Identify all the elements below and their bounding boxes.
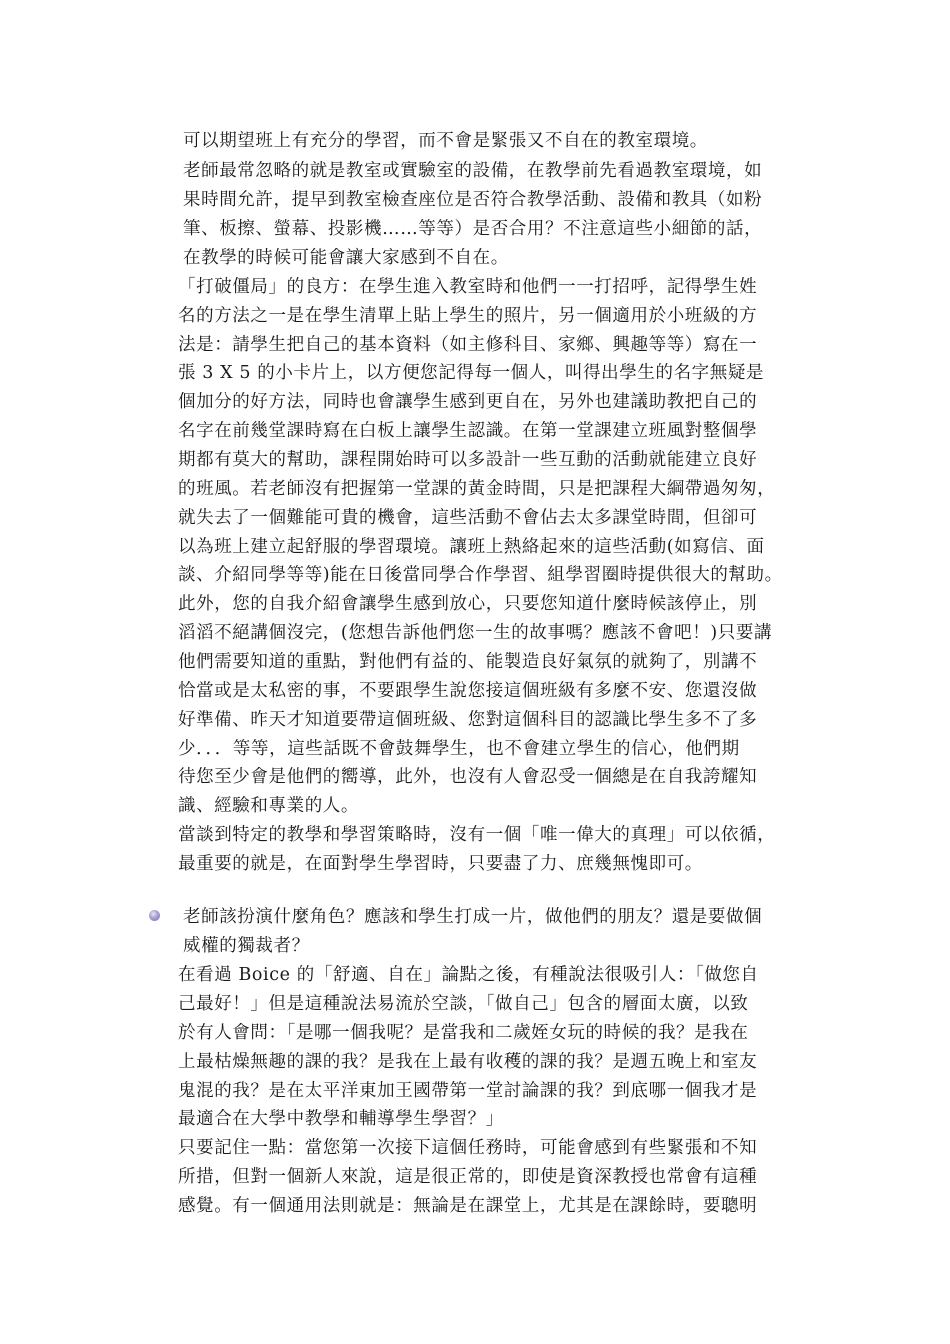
text-line: 以為班上建立起舒服的學習環境。讓班上熱絡起來的這些活動(如寫信、面 xyxy=(178,537,765,557)
text-line: 果時間允許，提早到教室檢查座位是否符合教學活動、設備和教具（如粉 xyxy=(183,190,763,210)
text-line: 名字在前幾堂課時寫在白板上讓學生認識。在第一堂課建立班風對整個學 xyxy=(178,421,758,441)
text-line: 當談到特定的教學和學習策略時，沒有一個「唯一偉大的真理」可以依循， xyxy=(178,825,776,845)
text-line: 好準備、昨天才知道要帶這個班級、您對這個科目的認識比學生多不了多 xyxy=(178,710,758,730)
text-line: 恰當或是太私密的事，不要跟學生說您接這個班級有多麼不安、您還沒做 xyxy=(178,681,758,701)
text-line: 所措，但對一個新人來說，這是很正常的，即使是資深教授也常會有這種 xyxy=(178,1167,758,1187)
text-line: 鬼混的我？是在太平洋東加王國帶第一堂討論課的我？到底哪一個我才是 xyxy=(178,1081,758,1101)
text-line: 待您至少會是他們的嚮導，此外，也沒有人會忍受一個總是在自我誇耀知 xyxy=(178,767,758,787)
bullet-question-line: 威權的獨裁者？ xyxy=(183,936,310,956)
text-line: 的班風。若老師沒有把握第一堂課的黃金時間，只是把課程大綱帶過匆匆， xyxy=(178,479,776,499)
bullet-icon xyxy=(149,910,160,921)
bullet-question-line: 老師該扮演什麼角色？應該和學生打成一片，做他們的朋友？還是要做個 xyxy=(183,907,763,927)
text-line: 老師最常忽略的就是教室或實驗室的設備，在教學前先看過教室環境，如 xyxy=(183,161,763,181)
text-line: 「打破僵局」的良方：在學生進入教室時和他們一一打招呼，記得學生姓 xyxy=(178,277,758,297)
text-line: 己最好！」但是這種說法易流於空談，「做自己」包含的層面太廣，以致 xyxy=(178,994,749,1014)
text-line: 在看過 Boice 的「舒適、自在」論點之後，有種說法很吸引人：「做您自 xyxy=(178,965,759,985)
text-line: 在教學的時候可能會讓大家感到不自在。 xyxy=(183,248,509,268)
text-line: 名的方法之一是在學生清單上貼上學生的照片，另一個適用於小班級的方 xyxy=(178,306,758,326)
text-line: 談、介紹同學等等)能在日後當同學合作學習、組學習圈時提供很大的幫助。 xyxy=(178,565,783,585)
text-line: 法是：請學生把自己的基本資料（如主修科目、家鄉、興趣等等）寫在一 xyxy=(178,335,758,355)
text-line: 少．．．等等，這些話既不會鼓舞學生，也不會建立學生的信心，他們期 xyxy=(178,739,740,759)
text-line: 感覺。有一個通用法則就是：無論是在課堂上，尤其是在課餘時，要聰明 xyxy=(178,1196,758,1216)
text-line: 識、經驗和專業的人。 xyxy=(178,796,359,816)
text-line: 就失去了一個難能可貴的機會，這些活動不會佔去太多課堂時間，但卻可 xyxy=(178,508,758,528)
text-line: 他們需要知道的重點，對他們有益的、能製造良好氣氛的就夠了，別講不 xyxy=(178,652,758,672)
text-line: 滔滔不絕講個沒完，(您想告訴他們您一生的故事嗎？應該不會吧！)只要講 xyxy=(178,623,773,643)
text-line: 張 3 X 5 的小卡片上，以方便您記得每一個人，叫得出學生的名字無疑是 xyxy=(178,363,765,383)
text-line: 期都有莫大的幫助，課程開始時可以多設計一些互動的活動就能建立良好 xyxy=(178,450,758,470)
text-line: 最適合在大學中教學和輔導學生學習？」 xyxy=(178,1109,504,1129)
text-line: 只要記住一點：當您第一次接下這個任務時，可能會感到有些緊張和不知 xyxy=(178,1138,758,1158)
text-line: 個加分的好方法，同時也會讓學生感到更自在，另外也建議助教把自己的 xyxy=(178,392,758,412)
text-line: 最重要的就是，在面對學生學習時，只要盡了力、庶幾無愧即可。 xyxy=(178,854,703,874)
text-line: 此外，您的自我介紹會讓學生感到放心，只要您知道什麼時候該停止，別 xyxy=(178,594,758,614)
text-line: 於有人會問：「是哪一個我呢？是當我和二歲姪女玩的時候的我？是我在 xyxy=(178,1023,749,1043)
text-line: 筆、板擦、螢幕、投影機……等等）是否合用？不注意這些小細節的話， xyxy=(183,219,763,239)
text-line: 上最枯燥無趣的課的我？是我在上最有收穫的課的我？是週五晚上和室友 xyxy=(178,1052,758,1072)
text-line: 可以期望班上有充分的學習，而不會是緊張又不自在的教室環境。 xyxy=(183,131,708,151)
